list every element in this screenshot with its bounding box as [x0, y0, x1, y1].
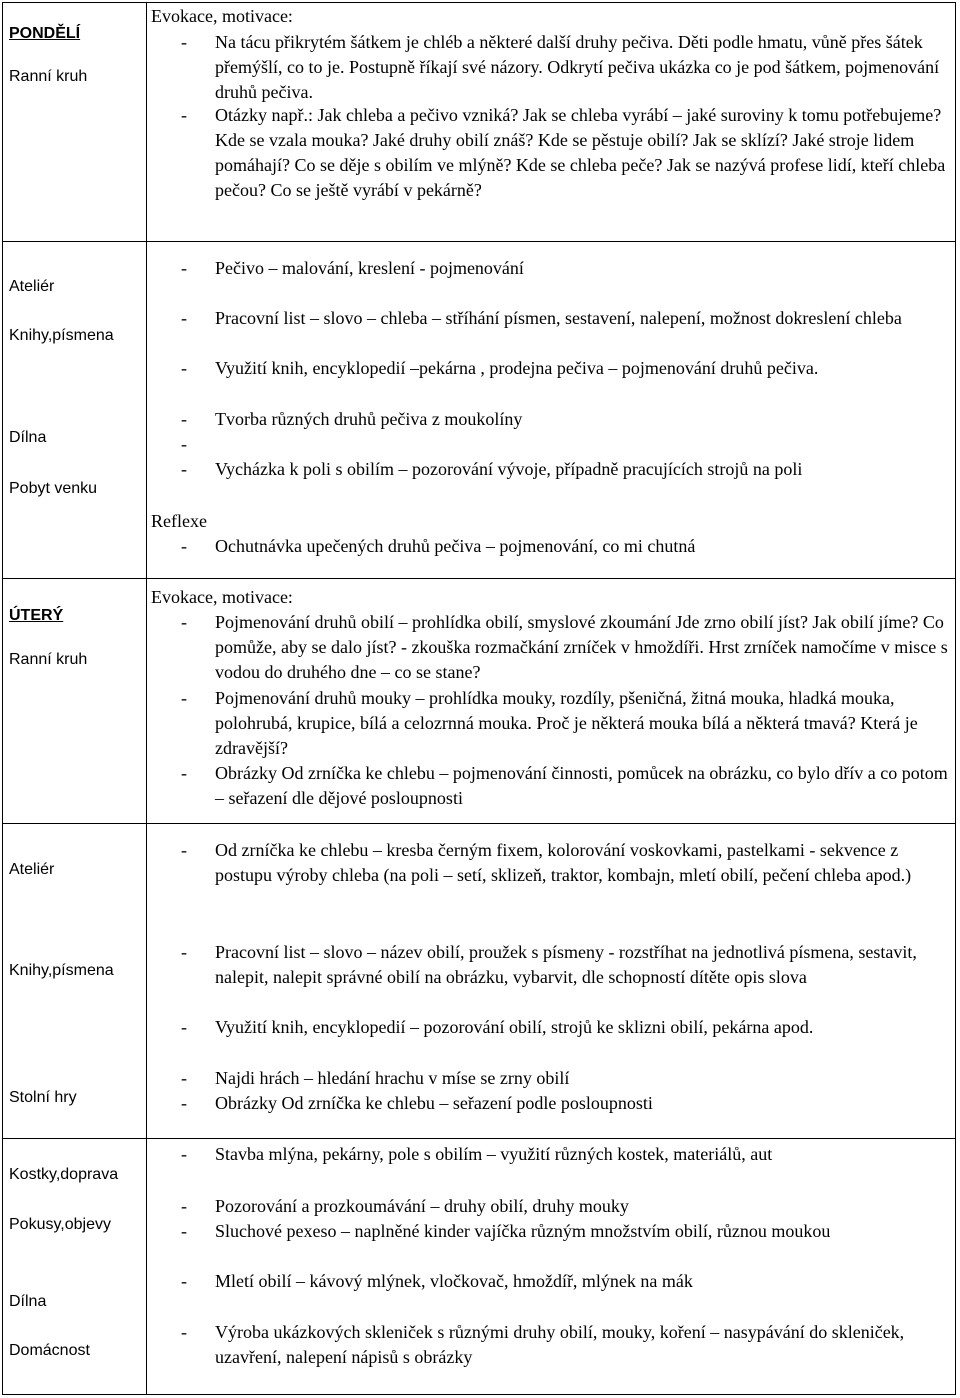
list-item: - Využití knih, encyklopedií –pekárna , prodejna pečiva – pojmenování druhů pečiva.: [181, 358, 819, 378]
list-item: - Ochutnávka upečených druhů pečiva – pojmenování, co mi chutná: [181, 536, 696, 556]
day-tuesday: ÚTERÝ: [9, 607, 64, 624]
list-item: - Vycházka k poli s obilím – pozorování vývoje, případně pracujících strojů na poli: [181, 459, 803, 479]
row-divider: [2, 1138, 956, 1139]
list-item: -: [181, 434, 187, 454]
evokace-heading: Evokace, motivace:: [151, 587, 293, 607]
list-item: - Stavba mlýna, pekárny, pole s obilím – využití různých kostek, materiálů, aut: [181, 1144, 773, 1164]
row-divider: [2, 241, 956, 242]
list-item: - Využití knih, encyklopedií – pozorování obilí, strojů ke sklizni obilí, pekárna apod.: [181, 1017, 814, 1037]
label-pobyt-venku: Pobyt venku: [9, 480, 98, 497]
label-pokusy-objevy: Pokusy,objevy: [9, 1216, 111, 1233]
label-dilna: Dílna: [9, 429, 47, 446]
list-item: - Pozorování a prozkoumávání – druhy obilí, druhy mouky: [181, 1196, 629, 1216]
column-divider: [146, 2, 147, 1395]
list-item: - Pracovní list – slovo – název obilí, proužek s písmeny - rozstříhat na jednotlivá písmena, sestavit, nalepit, nalepit správné obilí na obrázku, vybarvit, dle schopností dítěte opis slova: [181, 942, 917, 987]
reflexe-heading: Reflexe: [151, 511, 207, 531]
list-item: - Pečivo – malování, kreslení - pojmenování: [181, 258, 524, 278]
label-knihy-pismena: Knihy,písmena: [9, 962, 114, 979]
label-atelier: Ateliér: [9, 861, 55, 878]
label-stolni-hry: Stolní hry: [9, 1089, 77, 1106]
list-item: - Obrázky Od zrníčka ke chlebu – pojmenování činnosti, pomůcek na obrázku, co bylo dřív a co potom – seřazení dle dějové posloupnosti: [181, 763, 948, 808]
list-item: - Pracovní list – slovo – chleba – stříhání písmen, sestavení, nalepení, možnost dokreslení chleba: [181, 308, 902, 328]
row-divider: [2, 823, 956, 824]
list-item: - Na tácu přikrytém šátkem je chléb a některé další druhy pečiva. Děti podle hmatu, vůně přes šátek přemýšlí, co to je. Postupně říkají své názory. Odkrytí pečiva ukázka co je pod šátkem, pojmenování druhů pečiva.: [181, 32, 940, 102]
list-item: - Pojmenování druhů mouky – prohlídka mouky, rozdíly, pšeničná, žitná mouka, hladká mouka, polohrubá, krupice, bílá a celozrnná mouka. Proč je některá mouka bílá a některá tmavá? Která je zdravější?: [181, 688, 918, 758]
evokace-heading: Evokace, motivace:: [151, 6, 293, 26]
list-item: - Tvorba různých druhů pečiva z moukolíny: [181, 409, 523, 429]
row-divider: [2, 578, 956, 579]
label-atelier: Ateliér: [9, 278, 55, 295]
label-ranni-kruh: Ranní kruh: [9, 651, 88, 668]
label-ranni-kruh: Ranní kruh: [9, 68, 88, 85]
label-knihy-pismena: Knihy,písmena: [9, 327, 114, 344]
label-kostky-doprava: Kostky,doprava: [9, 1166, 119, 1183]
list-item: - Sluchové pexeso – naplněné kinder vajíčka různým množstvím obilí, různou moukou: [181, 1221, 831, 1241]
list-item: - Pojmenování druhů obilí – prohlídka obilí, smyslové zkoumání Jde zrno obilí jíst? Jak obilí jíme? Co pomůže, aby se dalo jíst? - zkouška rozmačkání zrníček v hmoždíři. Hrst zrníček namočíme v misce s vodou do druhého dne – co se stane?: [181, 612, 948, 682]
day-monday: PONDĚLÍ: [9, 25, 81, 42]
list-item: - Obrázky Od zrníčka ke chlebu – seřazení podle posloupnosti: [181, 1093, 653, 1113]
list-item: - Výroba ukázkových skleniček s různými druhy obilí, mouky, koření – nasypávání do skleniček, uzavření, nalepení nápisů s obrázky: [181, 1322, 905, 1367]
label-dilna: Dílna: [9, 1293, 47, 1310]
list-item: - Najdi hrách – hledání hrachu v míse se zrny obilí: [181, 1068, 570, 1088]
list-item: - Mletí obilí – kávový mlýnek, vločkovač, hmoždíř, mlýnek na mák: [181, 1271, 693, 1291]
label-domacnost: Domácnost: [9, 1342, 90, 1359]
list-item: - Otázky např.: Jak chleba a pečivo vzniká? Jak se chleba vyrábí – jaké suroviny k tomu potřebujeme? Kde se vzala mouka? Jaké druhy obilí znáš? Kde se pěstuje obilí? Jak se sklízí? Jaké stroje lidem pomáhají? Co se děje s obilím ve mlýně? Kde se chleba peče? Jak se nazývá profese lidí, kteří chleba pečou? Co se ještě vyrábí v pekárně?: [181, 105, 946, 200]
list-item: - Od zrníčka ke chlebu – kresba černým fixem, kolorování voskovkami, pastelkami - sekvence z postupu výroby chleba (na poli – setí, sklizeň, traktor, kombajn, mletí obilí, pečení chleba apod.): [181, 840, 912, 885]
